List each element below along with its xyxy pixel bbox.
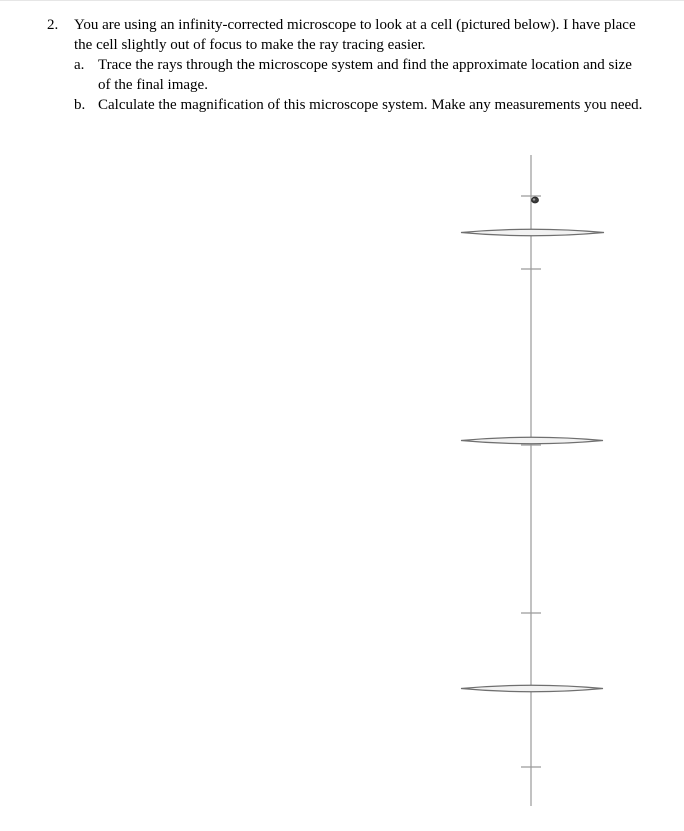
part-a-text: Trace the rays through the microscope system and find the approximate location and size of the final image. bbox=[98, 57, 632, 93]
question-number: 2. bbox=[47, 17, 59, 33]
eyepiece-lens bbox=[461, 685, 603, 692]
cell-nucleus bbox=[533, 198, 536, 200]
part-b-text: Calculate the magnification of this microscope system. Make any measurements you need. bbox=[98, 97, 643, 113]
objective-lens bbox=[461, 229, 604, 236]
tube-lens bbox=[461, 437, 603, 444]
part-b-letter: b. bbox=[74, 97, 86, 113]
question-text: You are using an infinity-corrected microscope to look at a cell (pictured below). I have place the cell slightly out of focus to make the ray tracing easier. bbox=[74, 17, 636, 53]
part-a-letter: a. bbox=[74, 57, 85, 73]
